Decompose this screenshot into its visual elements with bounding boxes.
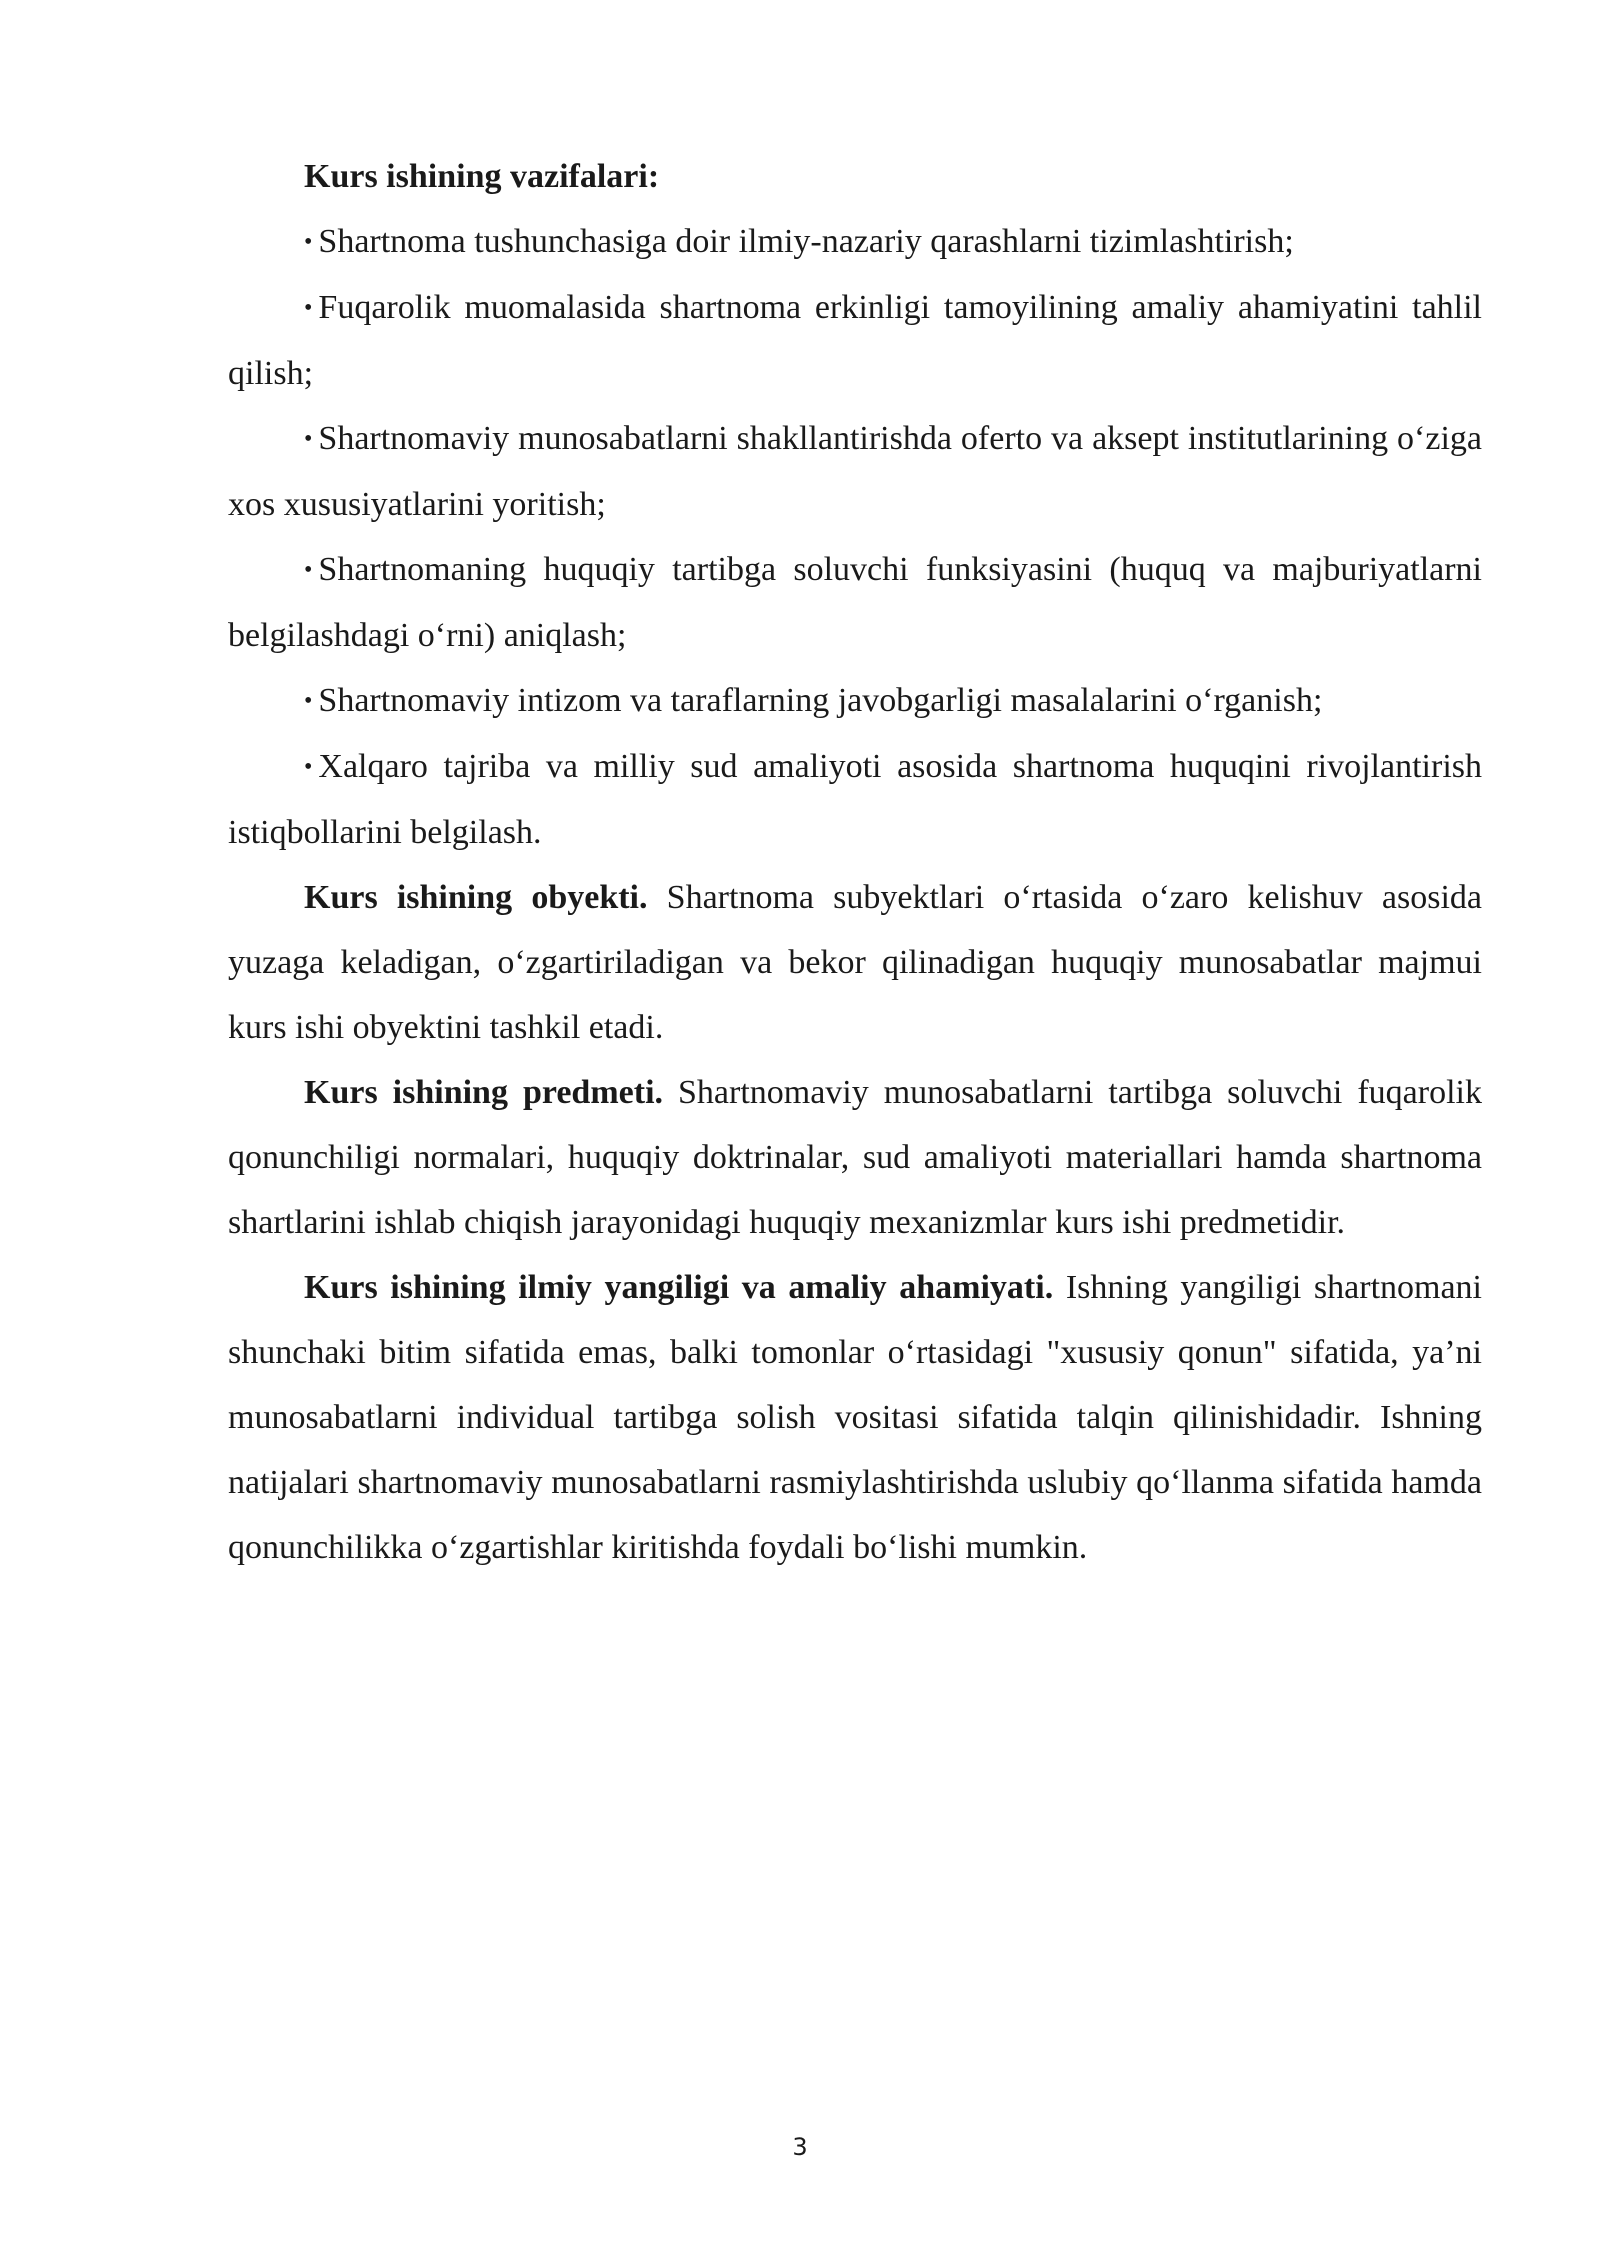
task-item-6 <box>228 734 1482 865</box>
task-text: Shartnomaviy intizom va taraflarning javobgarligi masalalarini o‘rganish; <box>318 682 1323 719</box>
bullet-icon: • <box>304 688 313 714</box>
bullet-icon: • <box>304 754 313 780</box>
task-text: Xalqaro tajriba va milliy sud amaliyoti asosida shartnoma huquqini rivojlantirish istiqbollarini belgilash. <box>228 748 1482 851</box>
task-item-3 <box>228 406 1482 537</box>
page-body <box>228 144 1482 1580</box>
task-text: Shartnoma tushunchasiga doir ilmiy-nazariy qarashlarni tizimlashtirish; <box>318 223 1294 260</box>
task-text: Shartnomaning huquqiy tartibga soluvchi funksiyasini (huquq va majburiyatlarni belgilashdagi o‘rni) aniqlash; <box>228 551 1482 654</box>
task-text: Shartnomaviy munosabatlarni shakllantirishda oferto va aksept institutlarining o‘ziga xos xususiyatlarini yoritish; <box>228 420 1482 523</box>
bullet-icon: • <box>304 295 313 321</box>
page-number: 3 <box>792 2133 808 2161</box>
task-item-1 <box>228 209 1482 275</box>
task-item-4 <box>228 537 1482 668</box>
section-text: Ishning yangiligi shartnomani shunchaki bitim sifatida emas, balki tomonlar o‘rtasidagi "xususiy qonun" sifatida, ya’ni munosabatlarni individual tartibga solish vositasi sifatida talqin qilinishidadir. Ishning natijalari shartnomaviy munosabatlarni rasmiylashtirishda uslubiy qo‘llanma sifatida hamda qonunchilikka o‘zgartishlar kiritishda foydali bo‘lishi mumkin. <box>228 1269 1483 1566</box>
bullet-icon: • <box>304 229 313 255</box>
bullet-icon: • <box>304 557 313 583</box>
section-text: Shartnoma subyektlari o‘rtasida o‘zaro kelishuv asosida yuzaga keladigan, o‘zgartiriladigan va bekor qilinadigan huquqiy munosabatlar majmui kurs ishi obyektini tashkil etadi. <box>228 879 1482 1046</box>
task-item-5 <box>228 668 1482 734</box>
section-lead: Kurs ishining ilmiy yangiligi va amaliy ahamiyati. <box>304 1269 1054 1306</box>
section-lead: Kurs ishining obyekti. <box>304 879 648 916</box>
section-object <box>228 865 1482 1060</box>
task-text: Fuqarolik muomalasida shartnoma erkinligi tamoyilining amaliy ahamiyatini tahlil qilish; <box>228 289 1482 392</box>
bullet-icon: • <box>304 426 313 452</box>
section-lead: Kurs ishining predmeti. <box>304 1074 664 1111</box>
section-novelty <box>228 1255 1482 1580</box>
section-text: Shartnomaviy munosabatlarni tartibga soluvchi fuqarolik qonunchiligi normalari, huquqiy doktrinalar, sud amaliyoti materiallari hamda shartnoma shartlarini ishlab chiqish jarayonidagi huquqiy mexanizmlar kurs ishi predmetidir. <box>228 1074 1482 1241</box>
section-subject <box>228 1060 1482 1255</box>
task-item-2 <box>228 275 1482 406</box>
tasks-heading: Kurs ishining vazifalari: <box>304 158 660 195</box>
